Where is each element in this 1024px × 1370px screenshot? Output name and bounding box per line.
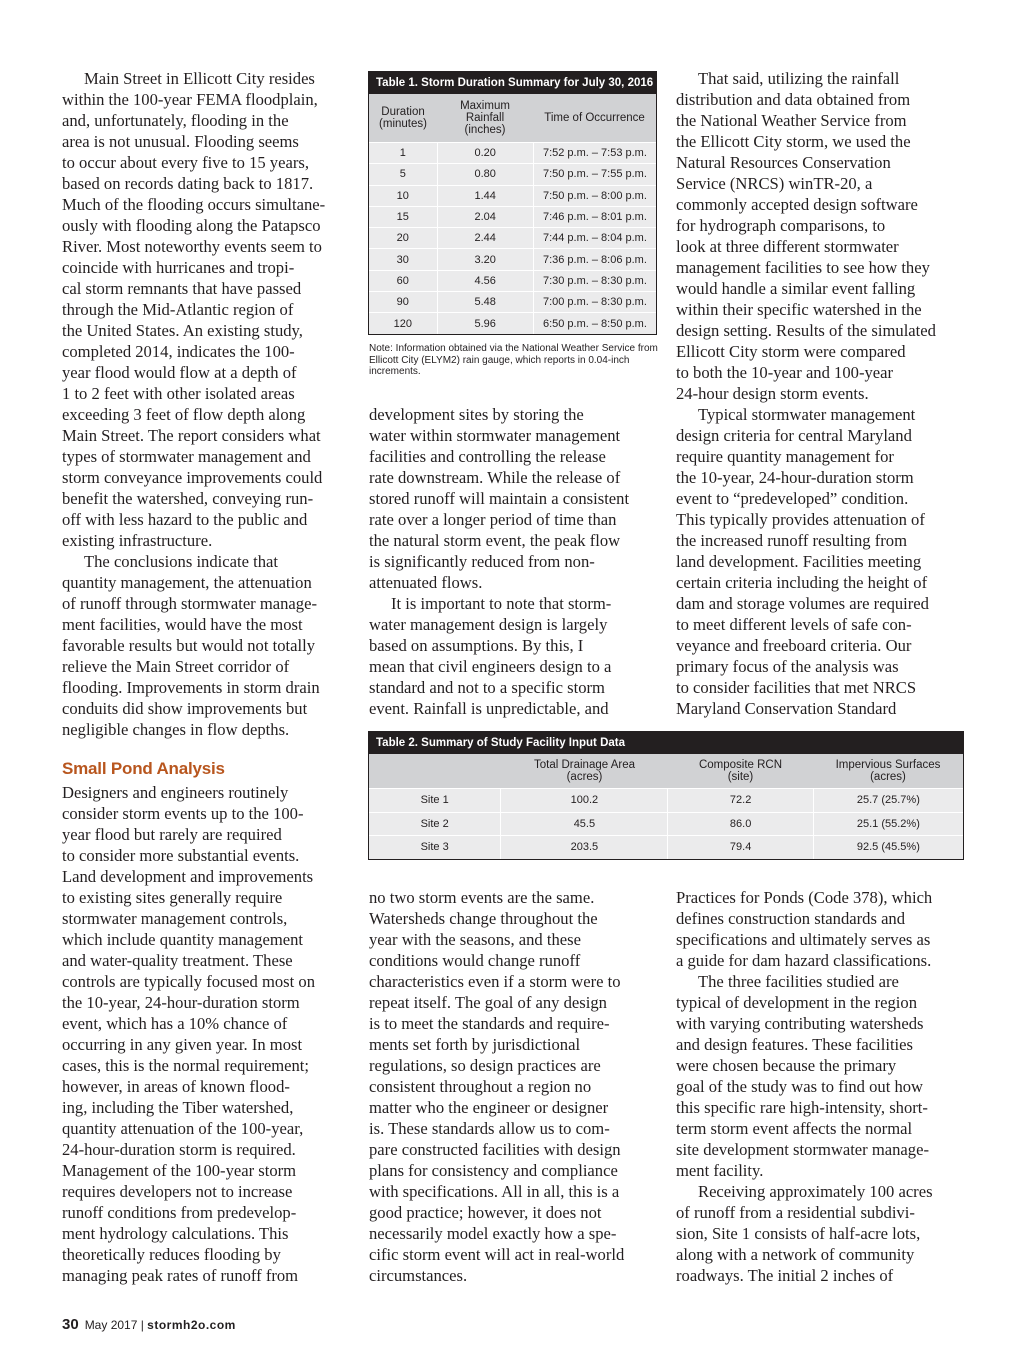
text-line: of runoff from a residential subdivi-: [676, 1203, 915, 1222]
page-footer: [62, 1316, 236, 1333]
text-line: Typical stormwater management: [698, 405, 916, 424]
text-line: water within stormwater management: [369, 426, 621, 445]
table-cell: 45.5: [501, 813, 668, 836]
text-line: the increased runoff resulting from: [676, 531, 908, 550]
text-line: requires developers not to increase: [62, 1182, 293, 1201]
table-cell: 60: [369, 271, 438, 291]
table-row: [369, 835, 963, 859]
table-cell: 2.44: [438, 228, 534, 248]
table-cell: 25.7 (25.7%): [856, 794, 920, 807]
table-cell: 7:46 p.m. – 8:01 p.m.: [542, 211, 647, 224]
text-line: and, unfortunately, flooding in the: [62, 111, 289, 130]
text-line: existing infrastructure.: [62, 531, 213, 550]
text-line: relieve the Main Street corridor of: [62, 657, 290, 676]
text-line: certain criteria including the height of: [676, 573, 928, 592]
text-line: within the 100-year FEMA floodplain,: [62, 90, 318, 109]
text-line: sion, Site 1 consists of half-acre lots,: [676, 1224, 921, 1243]
text-line: Main Street. The report considers what: [62, 426, 321, 445]
table-body: [369, 142, 656, 334]
text-line: within their specific watershed in the: [676, 300, 922, 319]
table-cell: 1.44: [438, 186, 534, 206]
text-line: development sites by storing the: [369, 405, 584, 424]
text-line: dam and storage volumes are required: [676, 594, 929, 613]
text-line: Maryland Conservation Standard: [676, 699, 897, 718]
text-line: types of stormwater management and: [62, 447, 311, 466]
text-line: managing peak rates of runoff from: [62, 1266, 299, 1285]
text-line: site development stormwater manage-: [676, 1140, 929, 1159]
text-line: coincide with hurricanes and tropi-: [62, 258, 295, 277]
table-body: [369, 788, 963, 859]
text-line: defines construction standards and: [676, 909, 906, 928]
text-line: with varying contributing watersheds: [676, 1014, 924, 1033]
text-line: consistent throughout a region no: [369, 1077, 592, 1096]
text-line: for hydrograph comparisons, to: [676, 216, 886, 235]
table-header-row: [369, 754, 963, 788]
text-line: is. These standards allow us to com-: [369, 1119, 610, 1138]
table-title: Table 2. Summary of Study Facility Input Data: [369, 732, 963, 754]
text-line: design criteria for central Maryland: [676, 426, 912, 445]
text-line: land development. Facilities meeting: [676, 552, 922, 571]
text-line: typical of development in the region: [676, 993, 917, 1012]
table-cell: 7:00 p.m. – 8:30 p.m.: [542, 296, 647, 309]
text-line: flooding. Improvements in storm drain: [62, 678, 320, 697]
text-line: through the Mid-Atlantic region of: [62, 300, 294, 319]
text-line: quantity management, the attenuation: [62, 573, 312, 592]
text-line: benefit the watershed, conveying run-: [62, 489, 314, 508]
text-line: ment hydrology calculations. This: [62, 1224, 289, 1243]
text-line: negligible changes in flow depths.: [62, 720, 290, 739]
text-line: The conclusions indicate that: [84, 552, 278, 571]
table-row: [369, 291, 656, 312]
text-line: primary focus of the analysis was: [676, 657, 899, 676]
text-line: area is not unusual. Flooding seems: [62, 132, 299, 151]
table-header-cell: Time of Occurrence: [544, 112, 645, 124]
text-line: no two storm events are the same.: [369, 888, 595, 907]
table-row: [369, 312, 656, 333]
table-cell: 7:36 p.m. – 8:06 p.m.: [542, 253, 647, 266]
article-column-2-top: [369, 404, 629, 719]
text-line: necessarily model exactly how a spe-: [369, 1224, 617, 1243]
text-line: matter who the engineer or designer: [369, 1098, 609, 1117]
table-title: Table 1. Storm Duration Summary for July 30, 2016: [369, 72, 656, 94]
text-line: Land development and improvements: [62, 867, 314, 886]
text-line: require quantity management for: [676, 447, 894, 466]
text-line: It is important to note that storm-: [391, 594, 612, 613]
text-line: were chosen because the primary: [676, 1056, 897, 1075]
text-line: Natural Resources Conservation: [676, 153, 891, 172]
text-line: along with a network of community: [676, 1245, 915, 1264]
text-line: to occur about every five to 15 years,: [62, 153, 309, 172]
article-column-1-top: [62, 68, 325, 740]
table-row: [369, 206, 656, 227]
text-line: Ellicott City storm were compared: [676, 342, 906, 361]
text-line: occurring in any given year. In most: [62, 1035, 303, 1054]
text-line: specifications and ultimately serves as: [676, 930, 931, 949]
text-line: Much of the flooding occurs simultane-: [62, 195, 326, 214]
section-heading: Small Pond Analysis: [62, 759, 225, 778]
text-line: cific storm event will act in real-world: [369, 1245, 625, 1264]
text-line: 1 to 2 feet with other isolated areas: [62, 384, 295, 403]
table-cell: 120: [369, 313, 438, 333]
table-cell: 7:50 p.m. – 7:55 p.m.: [542, 168, 647, 181]
text-line: the natural storm event, the peak flow: [369, 531, 621, 550]
text-line: Management of the 100-year storm: [62, 1161, 297, 1180]
text-line: distribution and data obtained from: [676, 90, 911, 109]
table-cell: 15: [369, 207, 438, 227]
text-line: cases, this is the normal requirement;: [62, 1056, 309, 1075]
text-line: event, which has a 10% chance of: [62, 1014, 288, 1033]
table-cell: 92.5 (45.5%): [856, 841, 920, 854]
site-name: stormh2o.com: [147, 1318, 236, 1332]
text-line: to both the 10-year and 100-year: [676, 363, 894, 382]
table-note: Note: Information obtained via the National Weather Service from Ellicott City (ELYM2) rain gauge, which reports in 0.04-inch increments.: [369, 343, 658, 377]
text-line: completed 2014, indicates the 100-: [62, 342, 295, 361]
text-line: ing, including the Tiber watershed,: [62, 1098, 294, 1117]
article-column-1-bottom: [62, 782, 315, 1286]
text-line: plans for consistency and compliance: [369, 1161, 618, 1180]
text-line: good practice; however, it does not: [369, 1203, 602, 1222]
table-row: [369, 163, 656, 184]
text-line: to consider facilities that met NRCS: [676, 678, 917, 697]
table-cell: 0.20: [438, 143, 534, 163]
table-cell: 5.96: [438, 313, 534, 333]
text-line: rate over a longer period of time than: [369, 510, 617, 529]
table-cell: 86.0: [668, 813, 813, 836]
text-line: quantity attenuation of the 100-year,: [62, 1119, 304, 1138]
table-row: [369, 270, 656, 291]
text-line: 24-hour design storm events.: [676, 384, 869, 403]
text-line: repeat itself. The goal of any design: [369, 993, 607, 1012]
text-line: This typically provides attenuation of: [676, 510, 925, 529]
text-line: characteristics even if a storm were to: [369, 972, 621, 991]
text-line: circumstances.: [369, 1266, 468, 1285]
text-line: management facilities to see how they: [676, 258, 930, 277]
table-cell: 3.20: [438, 249, 534, 269]
text-line: event to “predeveloped” condition.: [676, 489, 909, 508]
table-header-cell: Maximum Rainfall (inches): [460, 100, 510, 136]
article-column-3-top: [676, 68, 936, 719]
table-cell: 7:50 p.m. – 8:00 p.m.: [542, 189, 647, 202]
text-line: 24-hour-duration storm is required.: [62, 1140, 296, 1159]
table-header-cell: Duration (minutes): [379, 106, 427, 130]
text-line: ment facilities, would have the most: [62, 615, 303, 634]
text-line: pare constructed facilities with design: [369, 1140, 621, 1159]
text-line: Receiving approximately 100 acres: [698, 1182, 933, 1201]
table-header-cell: Total Drainage Area (acres): [533, 759, 635, 783]
text-line: a guide for dam hazard classifications.: [676, 951, 932, 970]
text-line: conduits did show improvements but: [62, 699, 308, 718]
table-cell: Site 3: [369, 836, 501, 859]
text-line: would handle a similar event falling: [676, 279, 916, 298]
text-line: year flood would flow at a depth of: [62, 363, 297, 382]
text-line: ously with flooding along the Patapsco: [62, 216, 321, 235]
text-line: controls are typically focused most on: [62, 972, 315, 991]
text-line: The three facilities studied are: [698, 972, 899, 991]
text-line: mean that civil engineers design to a: [369, 657, 612, 676]
text-line: runoff conditions from predevelop-: [62, 1203, 297, 1222]
article-column-3-bottom: [676, 887, 933, 1286]
text-line: the Ellicott City storm, we used the: [676, 132, 911, 151]
text-line: River. Most noteworthy events seem to: [62, 237, 322, 256]
text-line: exceeding 3 feet of flow depth along: [62, 405, 306, 424]
table-row: [369, 812, 963, 836]
table-cell: 5.48: [438, 292, 534, 312]
text-line: standard and not to a specific storm: [369, 678, 605, 697]
text-line: based on records dating back to 1817.: [62, 174, 314, 193]
text-line: Designers and engineers routinely: [62, 783, 289, 802]
table-cell: 0.80: [438, 164, 534, 184]
text-line: That said, utilizing the rainfall: [698, 69, 900, 88]
text-line: which include quantity management: [62, 930, 303, 949]
text-line: consider storm events up to the 100-: [62, 804, 304, 823]
text-line: of runoff through stormwater manage-: [62, 594, 317, 613]
storm-duration-table: [368, 71, 657, 335]
text-line: Watersheds change throughout the: [369, 909, 598, 928]
article-column-2-bottom: [369, 887, 624, 1286]
facility-input-table: [368, 731, 964, 860]
text-line: event. Rainfall is unpredictable, and: [369, 699, 609, 718]
text-line: attenuated flows.: [369, 573, 483, 592]
text-line: favorable results but would not totally: [62, 636, 316, 655]
text-line: water management design is largely: [369, 615, 608, 634]
table-cell: 7:30 p.m. – 8:30 p.m.: [542, 274, 647, 287]
table-cell: 6:50 p.m. – 8:50 p.m.: [542, 317, 647, 330]
text-line: year flood but rarely are required: [62, 825, 282, 844]
text-line: with specifications. All in all, this is a: [369, 1182, 620, 1201]
issue-date: May 2017 |: [84, 1318, 148, 1332]
text-line: stormwater management controls,: [62, 909, 288, 928]
text-line: off with less hazard to the public and: [62, 510, 308, 529]
table-header-cell: Impervious Surfaces (acres): [835, 759, 941, 783]
table-cell: 4.56: [438, 271, 534, 291]
text-line: Main Street in Ellicott City resides: [84, 69, 315, 88]
text-line: ment facility.: [676, 1161, 764, 1180]
text-line: year with the seasons, and these: [369, 930, 581, 949]
table-cell: 72.2: [668, 789, 813, 812]
table-row: [369, 185, 656, 206]
text-line: roadways. The initial 2 inches of: [676, 1266, 894, 1285]
text-line: rate downstream. While the release of: [369, 468, 621, 487]
text-line: design setting. Results of the simulated: [676, 321, 936, 340]
table-header-cell: [369, 754, 501, 788]
text-line: however, in areas of known flood-: [62, 1077, 290, 1096]
text-line: and design features. These facilities: [676, 1035, 913, 1054]
text-line: cal storm remnants that have passed: [62, 279, 302, 298]
text-line: based on assumptions. By this, I: [369, 636, 584, 655]
table-cell: 203.5: [501, 836, 668, 859]
text-line: goal of the study was to find out how: [676, 1077, 924, 1096]
text-line: the National Weather Service from: [676, 111, 907, 130]
text-line: the 10-year, 24-hour-duration storm: [62, 993, 300, 1012]
text-line: look at three different stormwater: [676, 237, 899, 256]
table-cell: 20: [369, 228, 438, 248]
text-line: Practices for Ponds (Code 378), which: [676, 888, 933, 907]
table-cell: Site 2: [369, 813, 501, 836]
text-line: commonly accepted design software: [676, 195, 918, 214]
table-cell: 1: [369, 143, 438, 163]
text-line: this specific rare high-intensity, short-: [676, 1098, 928, 1117]
text-line: theoretically reduces flooding by: [62, 1245, 281, 1264]
table-cell: 30: [369, 249, 438, 269]
table-row: [369, 142, 656, 163]
text-line: ments set forth by jurisdictional: [369, 1035, 581, 1054]
table-cell: 10: [369, 186, 438, 206]
text-line: facilities and controlling the release: [369, 447, 606, 466]
text-line: veyance and freeboard criteria. Our: [676, 636, 912, 655]
text-line: storm conveyance improvements could: [62, 468, 323, 487]
text-line: to consider more substantial events.: [62, 846, 300, 865]
text-line: regulations, so design practices are: [369, 1056, 601, 1075]
text-line: the United States. An existing study,: [62, 321, 303, 340]
table-cell: Site 1: [369, 789, 501, 812]
text-line: to existing sites generally require: [62, 888, 283, 907]
text-line: conditions would change runoff: [369, 951, 581, 970]
table-cell: 79.4: [668, 836, 813, 859]
table-row: [369, 788, 963, 812]
table-cell: 2.04: [438, 207, 534, 227]
text-line: stored runoff will maintain a consistent: [369, 489, 630, 508]
table-row: [369, 227, 656, 248]
text-line: is significantly reduced from non-: [369, 552, 595, 571]
table-cell: 100.2: [501, 789, 668, 812]
table-cell: 25.1 (55.2%): [856, 817, 920, 830]
table-cell: 7:52 p.m. – 7:53 p.m.: [542, 147, 647, 160]
text-line: and water-quality treatment. These: [62, 951, 293, 970]
text-line: to meet different levels of safe con-: [676, 615, 912, 634]
text-line: the 10-year, 24-hour-duration storm: [676, 468, 914, 487]
table-cell: 7:44 p.m. – 8:04 p.m.: [542, 232, 647, 245]
table-cell: 90: [369, 292, 438, 312]
table-header-row: [369, 94, 656, 142]
text-line: Service (NRCS) winTR-20, a: [676, 174, 873, 193]
text-line: term storm event affects the normal: [676, 1119, 913, 1138]
table-row: [369, 248, 656, 269]
table-header-cell: Composite RCN (site): [698, 759, 783, 783]
page-number: 30: [62, 1316, 79, 1333]
table-cell: 5: [369, 164, 438, 184]
text-line: is to meet the standards and require-: [369, 1014, 610, 1033]
